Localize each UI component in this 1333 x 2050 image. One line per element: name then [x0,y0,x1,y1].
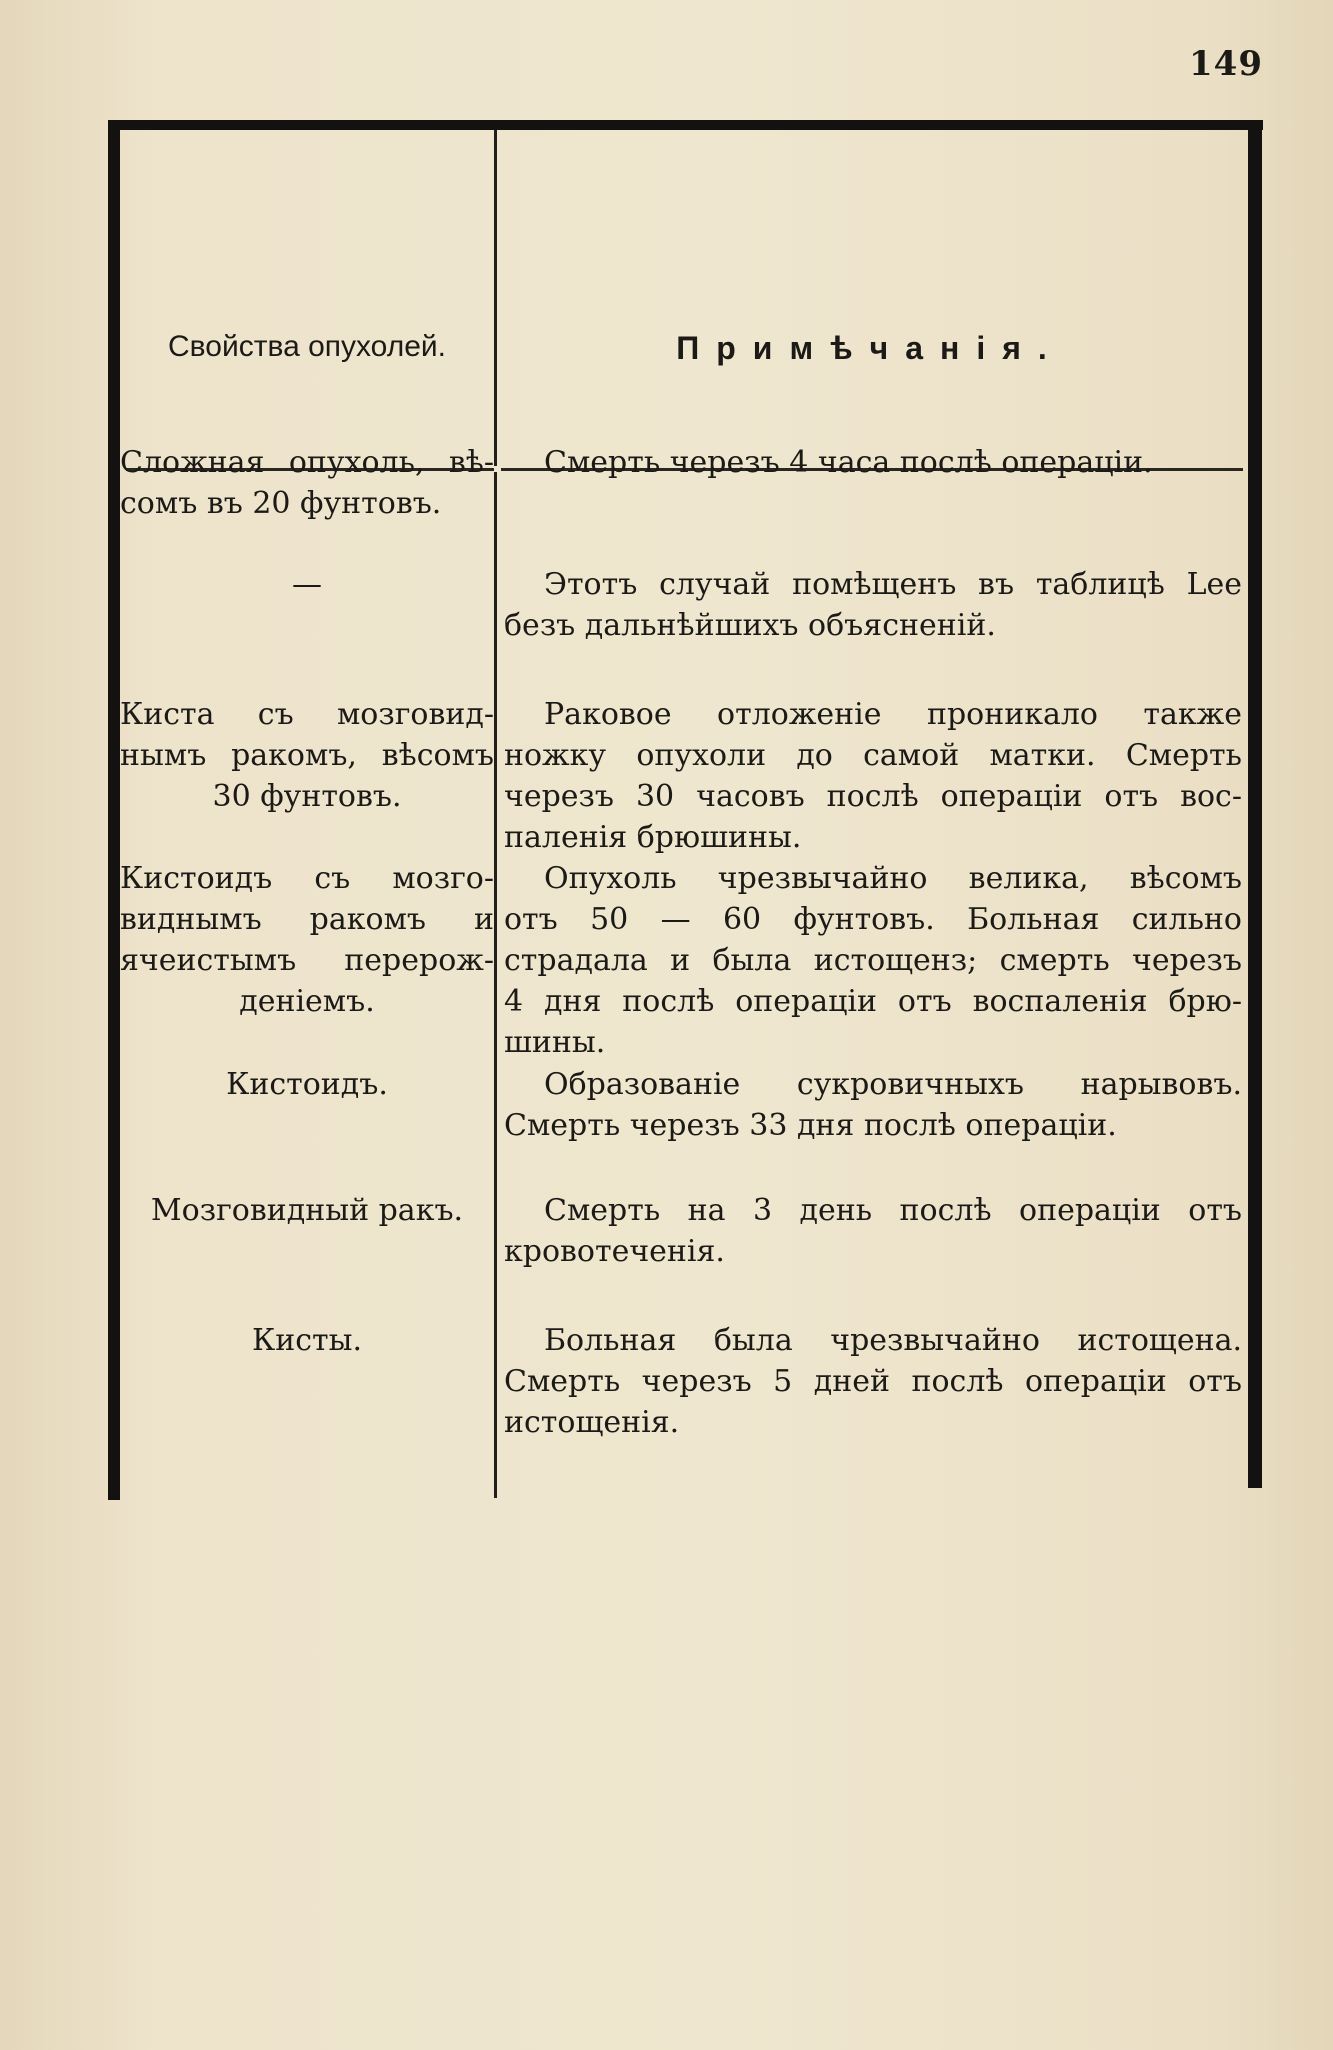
table-border-left [108,120,120,1500]
header-rule-right [501,468,1243,471]
cell-line: Кистоидъ. [226,1067,388,1102]
column-header-notes: Примѣчанія. [676,330,1064,366]
cell-line: ножку опухоли до самой матки. Смерть [504,738,1242,773]
cell-line: Смерть черезъ 4 часа послѣ операціи. [544,445,1153,480]
cell-line: Образованіе сукровичныхъ нарывовъ. [544,1067,1242,1102]
cell-line: Больная была чрезвычайно истощена. [544,1323,1242,1358]
column-header-properties: Свойства опухолей. [168,330,446,363]
cell-line: безъ дальнѣйшихъ объясненій. [504,608,996,643]
cell-line: Смерть черезъ 5 дней послѣ операціи отъ [504,1364,1242,1399]
cell-line: 4 дня послѣ операціи отъ воспаленія брю- [504,984,1242,1019]
cell-line: Смерть черезъ 33 дня послѣ операціи. [504,1108,1117,1143]
cell-line: нымъ ракомъ, вѣсомъ [120,738,494,773]
cell-line: Кистоидъ съ мозго- [120,861,494,896]
cell-line: страдала и была истощенз; смерть черезъ [504,943,1242,978]
cell-line: шины. [504,1025,606,1060]
column-divider-body [494,472,497,1498]
table-border-top [108,120,1263,130]
cell-line: сомъ въ 20 фунтовъ. [120,486,442,521]
cell-line: Мозговидный ракъ. [150,1193,464,1228]
cell-line: ячеистымъ перерож- [120,943,494,978]
cell-line: кровотеченія. [504,1234,725,1269]
cell-line: Этотъ случай помѣщенъ въ таблицѣ Lee [544,567,1242,602]
cell-line: Кисты. [251,1323,363,1358]
cell-line: Раковое отложеніе проникало также [544,697,1242,732]
cell-line: черезъ 30 часовъ послѣ операціи отъ вос- [504,779,1242,814]
cell-line: Опухоль чрезвычайно велика, вѣсомъ [544,861,1242,896]
page-number: 149 [1189,44,1263,84]
cell-line: деніемъ. [239,984,375,1019]
cell-line: виднымъ ракомъ и [120,902,494,937]
cell-line: Киста съ мозговид- [120,697,494,732]
cell-line: истощенія. [504,1405,680,1440]
cell-line: Смерть на 3 день послѣ операціи отъ [544,1193,1242,1228]
table-frame [108,120,1258,1500]
cell-line: 30 фунтовъ. [212,779,402,814]
header-rule-left [126,468,494,471]
table-border-right [1248,120,1262,1488]
cell-line: паленія брюшины. [504,820,802,855]
cell-line: отъ 50 — 60 фунтовъ. Больная сильно [504,902,1242,937]
cell-line: — [292,567,322,602]
column-divider-header [494,130,497,466]
cell-line: Сложная опухоль, вѣ- [120,445,494,480]
